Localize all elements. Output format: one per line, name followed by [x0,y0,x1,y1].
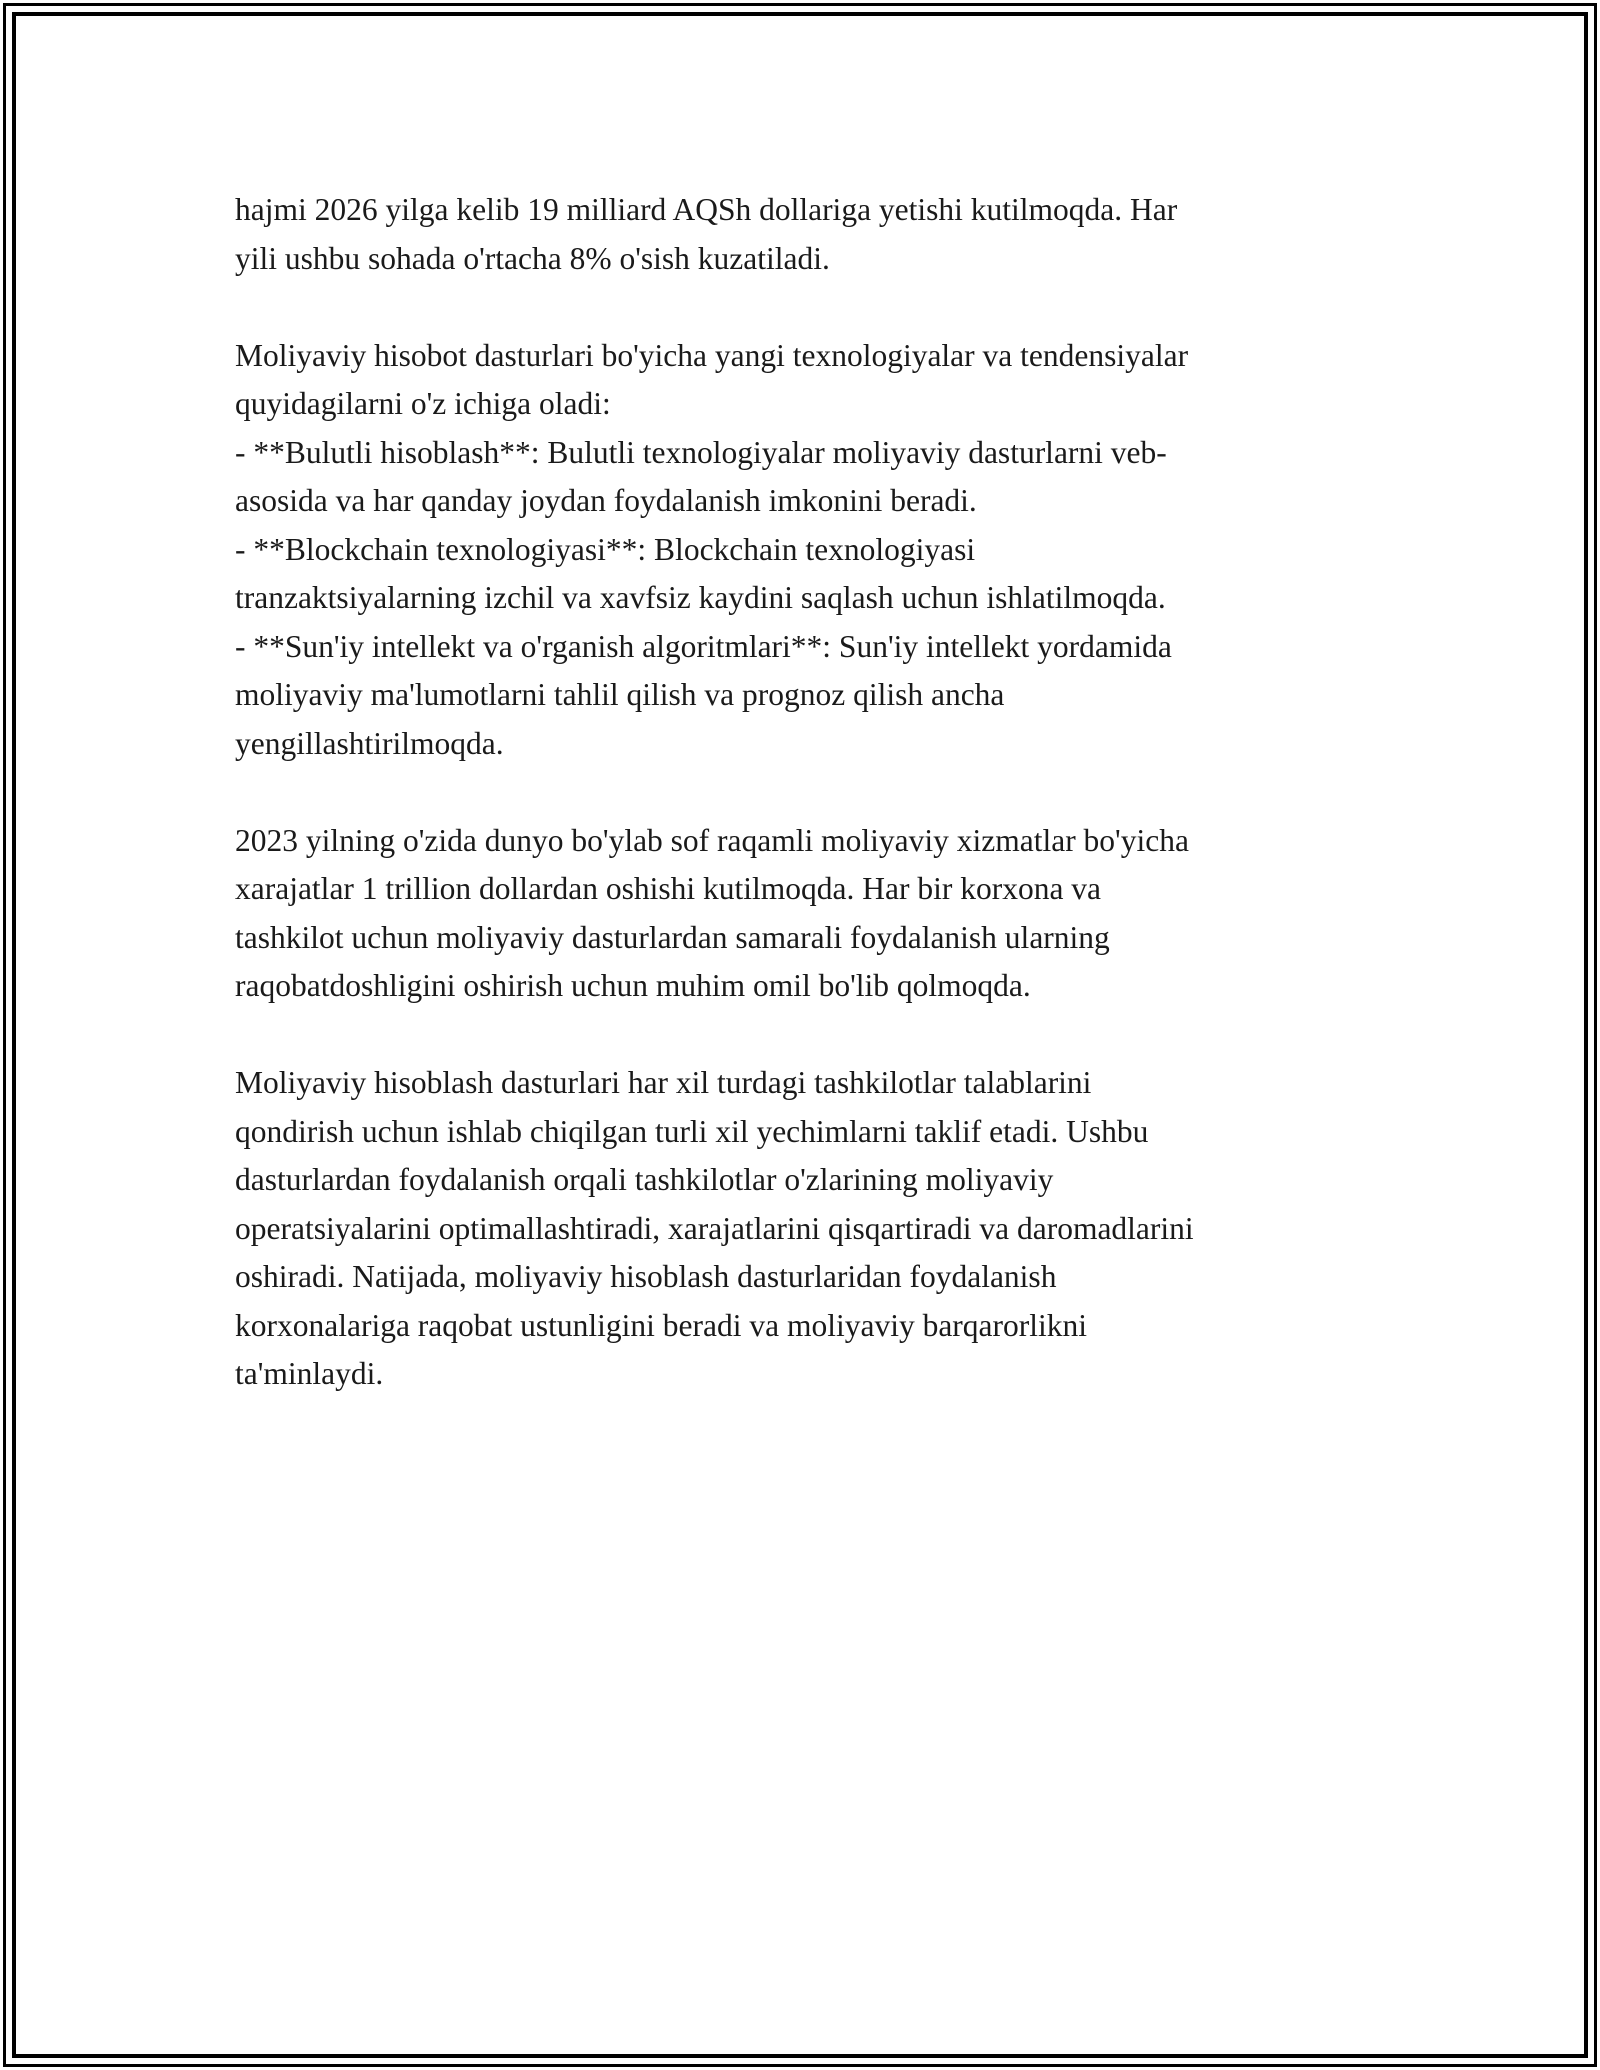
text-line: quyidagilarni o'z ichiga oladi: [235,386,611,421]
text-line: tashkilot uchun moliyaviy dasturlardan samarali foydalanish ularning [235,919,1110,955]
text-line: dasturlardan foydalanish orqali tashkilotlar o'zlarining moliyaviy [235,1162,1054,1197]
list-item-line: - **Sun'iy intellekt va o'rganish algoritmlari**: Sun'iy intellekt yordamida [235,628,1172,664]
text-line: 2023 yilning o'zida dunyo bo'ylab sof raqamli moliyaviy xizmatlar bo'yicha [235,822,1189,858]
paragraph-gap [235,1011,1365,1060]
list-item-line: yengillashtirilmoqda. [235,725,504,761]
text-line: ta'minlaydi. [235,1356,384,1391]
paragraph-gap [235,283,1365,332]
text-line: oshiradi. Natijada, moliyaviy hisoblash dasturlaridan foydalanish [235,1259,1057,1294]
paragraph [235,332,1365,769]
text-line: Moliyaviy hisobot dasturlari bo'yicha yangi texnologiyalar va tendensiyalar [235,337,1189,373]
text-line: yili ushbu sohada o'rtacha 8% o'sish kuzatiladi. [235,240,830,276]
list-item-line: asosida va har qanday joydan foydalanish imkonini beradi. [235,483,977,518]
list-item-line: - **Blockchain texnologiyasi**: Blockchain texnologiyasi [235,531,976,567]
text-line: korxonalariga raqobat ustunligini beradi va moliyaviy barqarorlikni [235,1307,1088,1343]
paragraph [235,186,1365,283]
list-item-line: - **Bulutli hisoblash**: Bulutli texnologiyalar moliyaviy dasturlarni veb- [235,434,1167,470]
text-line: Moliyaviy hisoblash dasturlari har xil turdagi tashkilotlar talablarini [235,1065,1092,1100]
text-line: qondirish uchun ishlab chiqilgan turli xil yechimlarni taklif etadi. Ushbu [235,1113,1149,1149]
paragraph [235,1059,1365,1399]
paragraph [235,817,1365,1011]
list-item-line: moliyaviy ma'lumotlarni tahlil qilish va prognoz qilish ancha [235,677,1005,712]
text-line: hajmi 2026 yilga kelib 19 milliard AQSh dollariga yetishi kutilmoqda. Har [235,192,1178,227]
paragraph-gap [235,768,1365,817]
text-line: xarajatlar 1 trillion dollardan oshishi kutilmoqda. Har bir korxona va [235,871,1102,906]
document-body [235,186,1365,1399]
text-line: raqobatdoshligini oshirish uchun muhim omil bo'lib qolmoqda. [235,968,1031,1003]
text-line: operatsiyalarini optimallashtiradi, xarajatlarini qisqartiradi va daromadlarini [235,1210,1194,1246]
list-item-line: tranzaktsiyalarning izchil va xavfsiz kaydini saqlash uchun ishlatilmoqda. [235,580,1166,615]
